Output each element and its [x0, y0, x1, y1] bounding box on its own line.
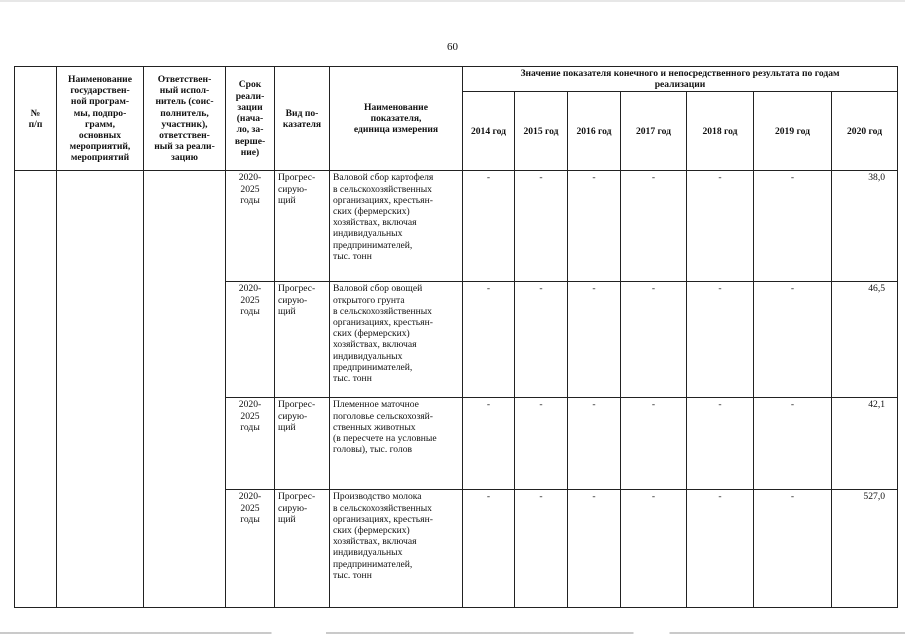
cell-term: 2020- 2025 годы	[226, 171, 275, 282]
cell-value: -	[515, 171, 568, 282]
cell-value: -	[621, 490, 687, 608]
header-values-group: Значение показателя конечного и непосредственного результата по годам реализации	[463, 67, 898, 92]
header-term: Срок реали- зации (нача- ло, за- верше- ние)	[226, 67, 275, 171]
header-year: 2018 год	[687, 92, 754, 171]
cell-value: -	[621, 282, 687, 398]
cell-value: -	[754, 171, 832, 282]
scan-bottom-edge	[0, 632, 905, 634]
cell-kind: Прогрес- сирую- щий	[275, 282, 330, 398]
cell-term: 2020- 2025 годы	[226, 282, 275, 398]
cell-indicator: Валовой сбор картофеля в сельскохозяйственных организациях, крестьян- ских (фермерских) хозяйствах, включая индивидуальных предпринимателей, тыс. тонн	[330, 171, 463, 282]
cell-kind: Прогрес- сирую- щий	[275, 398, 330, 490]
header-year: 2016 год	[568, 92, 621, 171]
cell-value: -	[463, 171, 515, 282]
header-year: 2017 год	[621, 92, 687, 171]
cell-value: -	[754, 282, 832, 398]
cell-value: -	[568, 171, 621, 282]
cell-value: -	[463, 490, 515, 608]
cell-value: -	[687, 398, 754, 490]
cell-term: 2020- 2025 годы	[226, 398, 275, 490]
scan-top-edge	[0, 0, 905, 2]
cell-value: -	[568, 490, 621, 608]
cell-value: -	[621, 398, 687, 490]
header-num: № п/п	[15, 67, 57, 171]
header-program: Наименование государствен- ной програм- мы, подпро- грамм, основных мероприятий, мероприятий	[57, 67, 144, 171]
table-row	[15, 171, 898, 282]
cell-value: -	[621, 171, 687, 282]
page-number: 60	[447, 41, 458, 53]
cell-value: -	[515, 490, 568, 608]
cell-value: 527,0	[832, 490, 898, 608]
cell-kind: Прогрес- сирую- щий	[275, 171, 330, 282]
cell-indicator: Валовой сбор овощей открытого грунта в сельскохозяйственных организациях, крестьян- ских (фермерских) хозяйствах, включая индивидуальных предпринимателей, тыс. тонн	[330, 282, 463, 398]
cell-kind: Прогрес- сирую- щий	[275, 490, 330, 608]
cell-value: -	[754, 398, 832, 490]
cell-value: 38,0	[832, 171, 898, 282]
header-year: 2019 год	[754, 92, 832, 171]
header-year: 2015 год	[515, 92, 568, 171]
cell-value: -	[687, 490, 754, 608]
header-year: 2014 год	[463, 92, 515, 171]
header-indicator: Наименование показателя, единица измерения	[330, 67, 463, 171]
cell-value: -	[463, 282, 515, 398]
cell-value: -	[568, 282, 621, 398]
cell-num	[15, 171, 57, 608]
cell-value: -	[515, 282, 568, 398]
cell-value: 46,5	[832, 282, 898, 398]
cell-value: 42,1	[832, 398, 898, 490]
cell-term: 2020- 2025 годы	[226, 490, 275, 608]
cell-program	[57, 171, 144, 608]
cell-value: -	[515, 398, 568, 490]
cell-responsible	[144, 171, 226, 608]
header-responsible: Ответствен- ный испол- нитель (соис- полнитель, участник), ответствен- ный за реали- зацию	[144, 67, 226, 171]
cell-value: -	[687, 171, 754, 282]
cell-indicator: Производство молока в сельскохозяйственных организациях, крестьян- ских (фермерских) хозяйствах, включая индивидуальных предпринимателей, тыс. тонн	[330, 490, 463, 608]
cell-value: -	[463, 398, 515, 490]
cell-value: -	[754, 490, 832, 608]
cell-value: -	[687, 282, 754, 398]
cell-indicator: Племенное маточное поголовье сельскохозяй- ственных животных (в пересчете на условные головы), тыс. голов	[330, 398, 463, 490]
cell-value: -	[568, 398, 621, 490]
header-kind: Вид по- казателя	[275, 67, 330, 171]
indicators-table	[14, 66, 898, 608]
header-year: 2020 год	[832, 92, 898, 171]
